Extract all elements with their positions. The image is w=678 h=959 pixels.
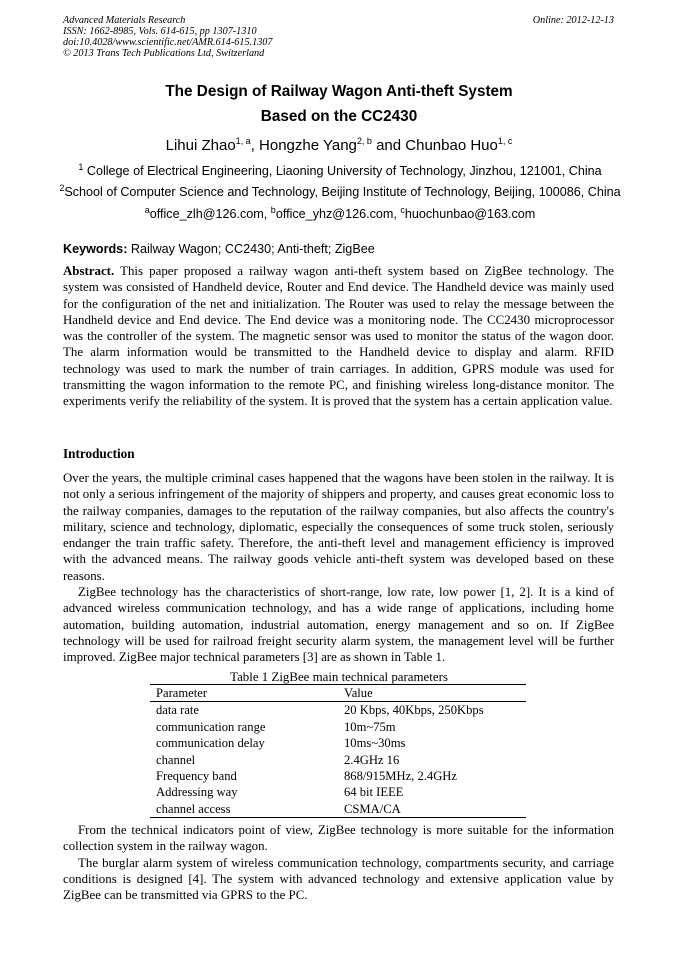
table-cell: Frequency band bbox=[156, 769, 237, 784]
table-cell: data rate bbox=[156, 703, 199, 718]
author-list bbox=[0, 137, 678, 154]
table-cell: CSMA/CA bbox=[338, 801, 526, 818]
table-cell: 868/915MHz, 2.4GHz bbox=[344, 769, 457, 784]
email-mark: b bbox=[270, 204, 276, 215]
section-heading-introduction: Introduction bbox=[63, 446, 135, 461]
table-cell: 20 Kbps, 40Kbps, 250Kbps bbox=[344, 703, 484, 718]
affiliation-text: School of Computer Science and Technology, Beijing Institute of Technology, Beijing, 100086, China bbox=[64, 185, 621, 199]
email-address[interactable]: office_yhz@126.com bbox=[275, 207, 394, 221]
paragraph: ZigBee technology has the characteristics of short-range, low rate, low power [1, 2]. It is a kind of advanced wireless communication technology, and has a wide range of applications, including home automation, building automation, industrial automation, energy management and so on. If ZigBee technology will be used for railroad freight security alarm system, the management level will be further improved. ZigBee major technical parameters [3] are as shown in Table 1. bbox=[63, 585, 614, 665]
affiliation-1 bbox=[60, 161, 620, 178]
affiliation-2 bbox=[58, 182, 622, 199]
zigbee-parameters-table bbox=[150, 684, 526, 818]
author-affiliation-mark: 1, c bbox=[497, 136, 513, 146]
table-cell: 10ms~30ms bbox=[344, 736, 406, 751]
journal-issn: ISSN: 1662-8985, Vols. 614-615, pp 1307-1310 bbox=[63, 26, 257, 37]
table-cell: channel bbox=[156, 752, 196, 767]
email-address[interactable]: office_zlh@126.com bbox=[149, 207, 264, 221]
author-affiliation-mark: 2, b bbox=[356, 136, 372, 146]
table-row bbox=[150, 768, 526, 784]
paragraph: The burglar alarm system of wireless communication technology, compartments security, and carriage conditions is designed [4]. The system with advanced technology and extensive application value by ZigBee can be transmitted via GPRS to the PC. bbox=[63, 855, 614, 903]
table-cell: 2.4GHz 16 bbox=[344, 752, 400, 767]
table-header-cell: Value bbox=[338, 685, 526, 702]
journal-header bbox=[63, 15, 272, 59]
author-separator: and bbox=[371, 137, 406, 154]
introduction-body-top bbox=[63, 470, 614, 666]
introduction-body-bottom bbox=[63, 822, 614, 903]
table-row bbox=[150, 719, 526, 735]
email-address[interactable]: huochunbao@163.com bbox=[404, 207, 536, 221]
email-list bbox=[60, 204, 620, 221]
email-separator: , bbox=[393, 207, 401, 221]
table-caption: Table 1 ZigBee main technical parameters bbox=[230, 670, 448, 684]
author-separator: , bbox=[250, 137, 260, 154]
journal-doi: doi:10.4028/www.scientific.net/AMR.614-615.1307 bbox=[63, 37, 273, 48]
table-cell: channel access bbox=[150, 801, 338, 818]
table-row bbox=[150, 801, 526, 818]
paper-title-line-2: Based on the CC2430 bbox=[260, 108, 418, 125]
keywords bbox=[63, 242, 375, 256]
journal-name: Advanced Materials Research bbox=[63, 15, 186, 26]
abstract bbox=[63, 263, 614, 410]
online-date: Online: 2012-12-13 bbox=[532, 15, 614, 26]
table-row bbox=[150, 702, 526, 719]
paragraph: Over the years, the multiple criminal cases happened that the wagons have been stolen in the railway. It is not only a serious infringement of the majority of shippers and property, and causes great economic loss to the railway companies, damages to the reputation of the railway companies, but also affects the country's military, science and technology, diplomatic, especially the consequences of some truck stolen, seriously endanger the train traffic safety. Therefore, the anti-theft level and management efficiency is improved with the advanced means. The railway goods vehicle anti-theft system was developed based on these reasons. bbox=[63, 471, 614, 583]
table-row bbox=[150, 784, 526, 800]
table-row bbox=[150, 735, 526, 751]
email-mark: c bbox=[400, 204, 405, 215]
table-cell: Addressing way bbox=[156, 785, 238, 800]
email-mark: a bbox=[144, 204, 150, 215]
table-row bbox=[150, 752, 526, 768]
abstract-text: This paper proposed a railway wagon anti-theft system based on ZigBee technology. The system was consisted of Handheld device, Router and End device. The Handheld device was mainly used for the configuration of the net and initialization. The Router was used to relay the message between the Handheld device and End device. The End device was a monitoring node. The CC2430 microprocessor was the controller of the system. The magnetic sensor was used to monitor the status of the wagon door. The alarm information would be transmitted to the Handheld device to display and alarm. RFID technology was used to mark the number of train carriages. In addition, GPRS module was used for transmitting the wagon information to the remote PC, and finishing wireless long-distance monitor. The experiments verify the reliability of the system. It is proved that the system has a certain application value. bbox=[63, 264, 614, 409]
paper-title-line-1: The Design of Railway Wagon Anti-theft System bbox=[165, 83, 513, 100]
table-header-row bbox=[150, 685, 526, 702]
table-cell: communication delay bbox=[156, 736, 265, 751]
author-name: Hongzhe Yang bbox=[259, 137, 357, 154]
table-cell: communication range bbox=[156, 719, 266, 734]
table-cell: 64 bit IEEE bbox=[344, 785, 404, 800]
table-cell: 10m~75m bbox=[344, 719, 396, 734]
email-separator: , bbox=[263, 207, 271, 221]
affiliation-number: 1 bbox=[78, 161, 84, 172]
abstract-label: Abstract. bbox=[63, 264, 115, 278]
author-name: Lihui Zhao bbox=[165, 137, 236, 154]
journal-copyright: © 2013 Trans Tech Publications Ltd, Switzerland bbox=[63, 48, 265, 59]
affiliation-number: 2 bbox=[59, 182, 65, 193]
table-header-cell: Parameter bbox=[150, 685, 338, 702]
keywords-label: Keywords: bbox=[63, 242, 128, 256]
author-name: Chunbao Huo bbox=[405, 137, 498, 154]
paragraph: From the technical indicators point of view, ZigBee technology is more suitable for the information collection system in the railway wagon. bbox=[63, 823, 614, 854]
keywords-text: Railway Wagon; CC2430; Anti-theft; ZigBee bbox=[130, 242, 375, 256]
author-affiliation-mark: 1, a bbox=[235, 136, 251, 146]
affiliation-text: College of Electrical Engineering, Liaoning University of Technology, Jinzhou, 121001, China bbox=[86, 164, 602, 178]
